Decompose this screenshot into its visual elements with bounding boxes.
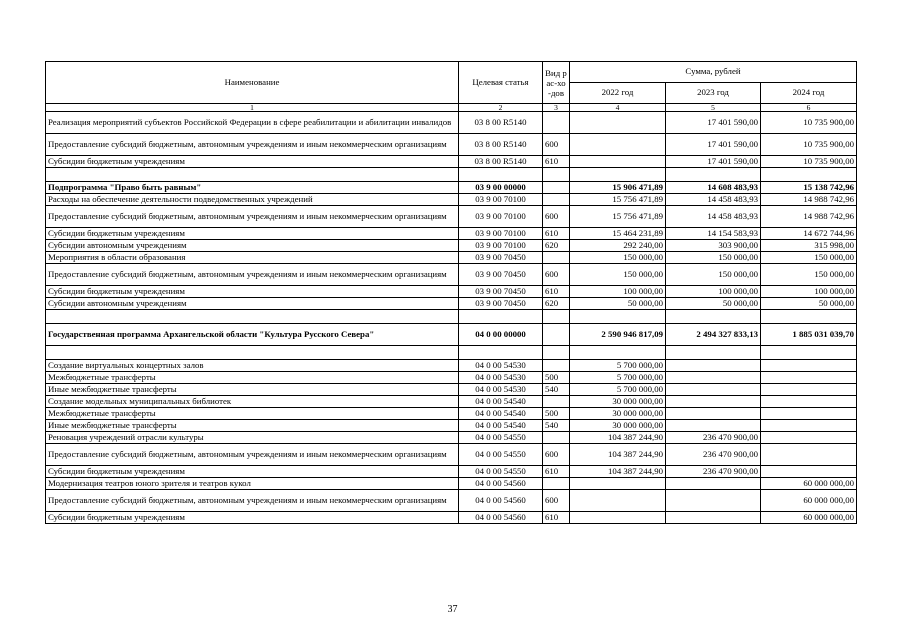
table-row [46, 432, 857, 444]
row-name: Субсидии автономным учреждениям [46, 298, 459, 310]
table-row [46, 134, 857, 156]
table-row [46, 466, 857, 478]
row-code: 03 8 00 R5140 [459, 134, 543, 156]
spacer-cell [666, 346, 761, 360]
row-name: Субсидии бюджетным учреждениям [46, 466, 459, 478]
table-row [46, 240, 857, 252]
row-2022 [570, 112, 666, 134]
column-number-row [46, 104, 857, 112]
row-type: 600 [543, 264, 570, 286]
row-name: Иные межбюджетные трансферты [46, 420, 459, 432]
row-2023: 14 154 583,93 [666, 228, 761, 240]
row-type [543, 112, 570, 134]
row-code: 03 9 00 00000 [459, 182, 543, 194]
row-type: 610 [543, 286, 570, 298]
row-2023: 17 401 590,00 [666, 112, 761, 134]
row-code: 04 0 00 54550 [459, 432, 543, 444]
column-number: 2 [459, 104, 543, 112]
row-2023 [666, 512, 761, 524]
table-row [46, 372, 857, 384]
header-row [46, 62, 857, 83]
table-row [46, 360, 857, 372]
row-2022: 5 700 000,00 [570, 384, 666, 396]
header-name: Наименование [46, 62, 459, 104]
table-row [46, 396, 857, 408]
column-number: 1 [46, 104, 459, 112]
row-2023: 17 401 590,00 [666, 156, 761, 168]
table-row [46, 112, 857, 134]
page-number: 37 [447, 604, 458, 615]
row-2022: 100 000,00 [570, 286, 666, 298]
spacer-row [46, 310, 857, 324]
row-code: 03 9 00 70100 [459, 194, 543, 206]
row-type: 540 [543, 420, 570, 432]
budget-table [45, 61, 857, 524]
row-type [543, 194, 570, 206]
row-2022: 30 000 000,00 [570, 396, 666, 408]
row-code: 03 9 00 70100 [459, 228, 543, 240]
spacer-cell [46, 310, 459, 324]
row-name: Субсидии бюджетным учреждениям [46, 156, 459, 168]
column-number: 6 [761, 104, 857, 112]
row-2022 [570, 512, 666, 524]
spacer-row [46, 346, 857, 360]
row-type: 610 [543, 156, 570, 168]
row-code: 03 9 00 70450 [459, 286, 543, 298]
row-2024 [761, 408, 857, 420]
row-2022: 150 000,00 [570, 252, 666, 264]
row-code: 04 0 00 54530 [459, 384, 543, 396]
row-2022: 15 756 471,89 [570, 206, 666, 228]
header-target: Целевая статья [459, 62, 543, 104]
spacer-cell [570, 168, 666, 182]
row-name: Субсидии бюджетным учреждениям [46, 286, 459, 298]
spacer-cell [459, 168, 543, 182]
table-row [46, 298, 857, 310]
table-row [46, 478, 857, 490]
row-code: 04 0 00 54560 [459, 490, 543, 512]
row-type [543, 324, 570, 346]
row-name: Межбюджетные трансферты [46, 408, 459, 420]
row-code: 04 0 00 54560 [459, 478, 543, 490]
row-2022: 30 000 000,00 [570, 420, 666, 432]
spacer-cell [459, 310, 543, 324]
row-2024: 100 000,00 [761, 286, 857, 298]
row-type: 500 [543, 408, 570, 420]
row-2023: 150 000,00 [666, 252, 761, 264]
row-name: Предоставление субсидий бюджетным, автономным учреждениям и иным некоммерческим организациям [46, 264, 459, 286]
row-code: 03 8 00 R5140 [459, 156, 543, 168]
row-code: 04 0 00 54540 [459, 396, 543, 408]
table-row [46, 408, 857, 420]
row-2024: 1 885 031 039,70 [761, 324, 857, 346]
table-row [46, 512, 857, 524]
row-2023 [666, 420, 761, 432]
spacer-cell [46, 346, 459, 360]
row-2024 [761, 420, 857, 432]
table-row [46, 252, 857, 264]
row-type [543, 182, 570, 194]
row-2024: 50 000,00 [761, 298, 857, 310]
row-2023: 14 608 483,93 [666, 182, 761, 194]
table-row [46, 182, 857, 194]
row-code: 04 0 00 00000 [459, 324, 543, 346]
row-type: 600 [543, 206, 570, 228]
table-row [46, 384, 857, 396]
row-type [543, 478, 570, 490]
row-2022: 104 387 244,90 [570, 444, 666, 466]
row-2024: 150 000,00 [761, 264, 857, 286]
row-2023 [666, 372, 761, 384]
spacer-cell [543, 310, 570, 324]
row-type: 610 [543, 512, 570, 524]
spacer-cell [666, 310, 761, 324]
table-row [46, 324, 857, 346]
table-row [46, 264, 857, 286]
row-code: 04 0 00 54540 [459, 408, 543, 420]
table-row [46, 420, 857, 432]
row-2022: 2 590 946 817,09 [570, 324, 666, 346]
header-2023: 2023 год [666, 83, 761, 104]
row-type: 600 [543, 134, 570, 156]
row-2023: 100 000,00 [666, 286, 761, 298]
row-2023: 14 458 483,93 [666, 206, 761, 228]
row-type: 500 [543, 372, 570, 384]
row-2022: 5 700 000,00 [570, 372, 666, 384]
row-name: Предоставление субсидий бюджетным, автономным учреждениям и иным некоммерческим организациям [46, 134, 459, 156]
row-name: Реновация учреждений отрасли культуры [46, 432, 459, 444]
row-code: 04 0 00 54550 [459, 444, 543, 466]
row-2024: 315 998,00 [761, 240, 857, 252]
row-name: Межбюджетные трансферты [46, 372, 459, 384]
row-type: 620 [543, 298, 570, 310]
row-2024 [761, 384, 857, 396]
row-2023 [666, 478, 761, 490]
spacer-row [46, 168, 857, 182]
row-type [543, 432, 570, 444]
row-2023 [666, 396, 761, 408]
spacer-cell [761, 310, 857, 324]
row-type: 600 [543, 490, 570, 512]
table-row [46, 206, 857, 228]
row-type: 620 [543, 240, 570, 252]
row-type: 540 [543, 384, 570, 396]
row-name: Предоставление субсидий бюджетным, автономным учреждениям и иным некоммерческим организациям [46, 444, 459, 466]
table-row [46, 444, 857, 466]
row-2024 [761, 466, 857, 478]
spacer-cell [543, 168, 570, 182]
row-2024: 15 138 742,96 [761, 182, 857, 194]
row-2023: 236 470 900,00 [666, 466, 761, 478]
row-type [543, 360, 570, 372]
row-name: Предоставление субсидий бюджетным, автономным учреждениям и иным некоммерческим организациям [46, 490, 459, 512]
table-row [46, 490, 857, 512]
table-row [46, 194, 857, 206]
row-2022: 50 000,00 [570, 298, 666, 310]
row-name: Расходы на обеспечение деятельности подведомственных учреждений [46, 194, 459, 206]
row-2022: 104 387 244,90 [570, 432, 666, 444]
table-row [46, 228, 857, 240]
spacer-cell [46, 168, 459, 182]
row-2022: 15 464 231,89 [570, 228, 666, 240]
row-2024: 14 988 742,96 [761, 194, 857, 206]
row-code: 04 0 00 54550 [459, 466, 543, 478]
row-2024: 60 000 000,00 [761, 490, 857, 512]
row-2024: 14 672 744,96 [761, 228, 857, 240]
row-name: Реализация мероприятий субъектов Российской Федерации в сфере реабилитации и абилитации инвалидов [46, 112, 459, 134]
row-2023: 303 900,00 [666, 240, 761, 252]
row-2024: 10 735 900,00 [761, 112, 857, 134]
row-name: Предоставление субсидий бюджетным, автономным учреждениям и иным некоммерческим организациям [46, 206, 459, 228]
row-name: Подпрограмма "Право быть равным" [46, 182, 459, 194]
row-2022 [570, 490, 666, 512]
column-number: 4 [570, 104, 666, 112]
header-type: Вид рас-хо-дов [543, 62, 570, 104]
row-type: 610 [543, 228, 570, 240]
row-2024 [761, 360, 857, 372]
row-code: 03 9 00 70100 [459, 240, 543, 252]
row-code: 04 0 00 54540 [459, 420, 543, 432]
row-code: 04 0 00 54560 [459, 512, 543, 524]
row-code: 03 9 00 70450 [459, 264, 543, 286]
row-type [543, 396, 570, 408]
spacer-cell [666, 168, 761, 182]
row-2024: 60 000 000,00 [761, 512, 857, 524]
row-name: Мероприятия в области образования [46, 252, 459, 264]
row-name: Модернизация театров юного зрителя и театров кукол [46, 478, 459, 490]
row-code: 03 9 00 70450 [459, 298, 543, 310]
row-2024: 60 000 000,00 [761, 478, 857, 490]
row-2022 [570, 478, 666, 490]
row-2023 [666, 490, 761, 512]
row-2022: 292 240,00 [570, 240, 666, 252]
row-2023: 236 470 900,00 [666, 432, 761, 444]
row-2022: 5 700 000,00 [570, 360, 666, 372]
row-2024: 14 988 742,96 [761, 206, 857, 228]
row-2022: 104 387 244,90 [570, 466, 666, 478]
row-2023: 50 000,00 [666, 298, 761, 310]
row-type: 600 [543, 444, 570, 466]
table-body [46, 62, 857, 524]
row-2023: 2 494 327 833,13 [666, 324, 761, 346]
row-type: 610 [543, 466, 570, 478]
row-2023 [666, 408, 761, 420]
row-2024: 150 000,00 [761, 252, 857, 264]
header-2022: 2022 год [570, 83, 666, 104]
row-2023: 236 470 900,00 [666, 444, 761, 466]
spacer-cell [761, 168, 857, 182]
row-name: Субсидии бюджетным учреждениям [46, 228, 459, 240]
row-name: Создание модельных муниципальных библиотек [46, 396, 459, 408]
row-name: Создание виртуальных концертных залов [46, 360, 459, 372]
row-2023: 150 000,00 [666, 264, 761, 286]
spacer-cell [570, 346, 666, 360]
row-2024 [761, 432, 857, 444]
row-code: 03 8 00 R5140 [459, 112, 543, 134]
row-2022: 150 000,00 [570, 264, 666, 286]
row-name: Субсидии бюджетным учреждениям [46, 512, 459, 524]
spacer-cell [570, 310, 666, 324]
table-row [46, 156, 857, 168]
spacer-cell [459, 346, 543, 360]
column-number: 5 [666, 104, 761, 112]
row-2022 [570, 156, 666, 168]
row-2024 [761, 444, 857, 466]
row-2022 [570, 134, 666, 156]
header-sum: Сумма, рублей [570, 62, 857, 83]
row-name: Иные межбюджетные трансферты [46, 384, 459, 396]
row-2024: 10 735 900,00 [761, 156, 857, 168]
row-2023: 17 401 590,00 [666, 134, 761, 156]
row-type [543, 252, 570, 264]
column-number: 3 [543, 104, 570, 112]
row-2024: 10 735 900,00 [761, 134, 857, 156]
row-2022: 15 906 471,89 [570, 182, 666, 194]
row-2023 [666, 360, 761, 372]
header-2024: 2024 год [761, 83, 857, 104]
row-2023: 14 458 483,93 [666, 194, 761, 206]
row-2023 [666, 384, 761, 396]
row-code: 03 9 00 70450 [459, 252, 543, 264]
row-2024 [761, 396, 857, 408]
row-code: 04 0 00 54530 [459, 360, 543, 372]
row-2022: 15 756 471,89 [570, 194, 666, 206]
spacer-cell [761, 346, 857, 360]
spacer-cell [543, 346, 570, 360]
row-name: Государственная программа Архангельской области "Культура Русского Севера" [46, 324, 459, 346]
row-2024 [761, 372, 857, 384]
row-code: 03 9 00 70100 [459, 206, 543, 228]
row-2022: 30 000 000,00 [570, 408, 666, 420]
row-name: Субсидии автономным учреждениям [46, 240, 459, 252]
row-code: 04 0 00 54530 [459, 372, 543, 384]
table-row [46, 286, 857, 298]
